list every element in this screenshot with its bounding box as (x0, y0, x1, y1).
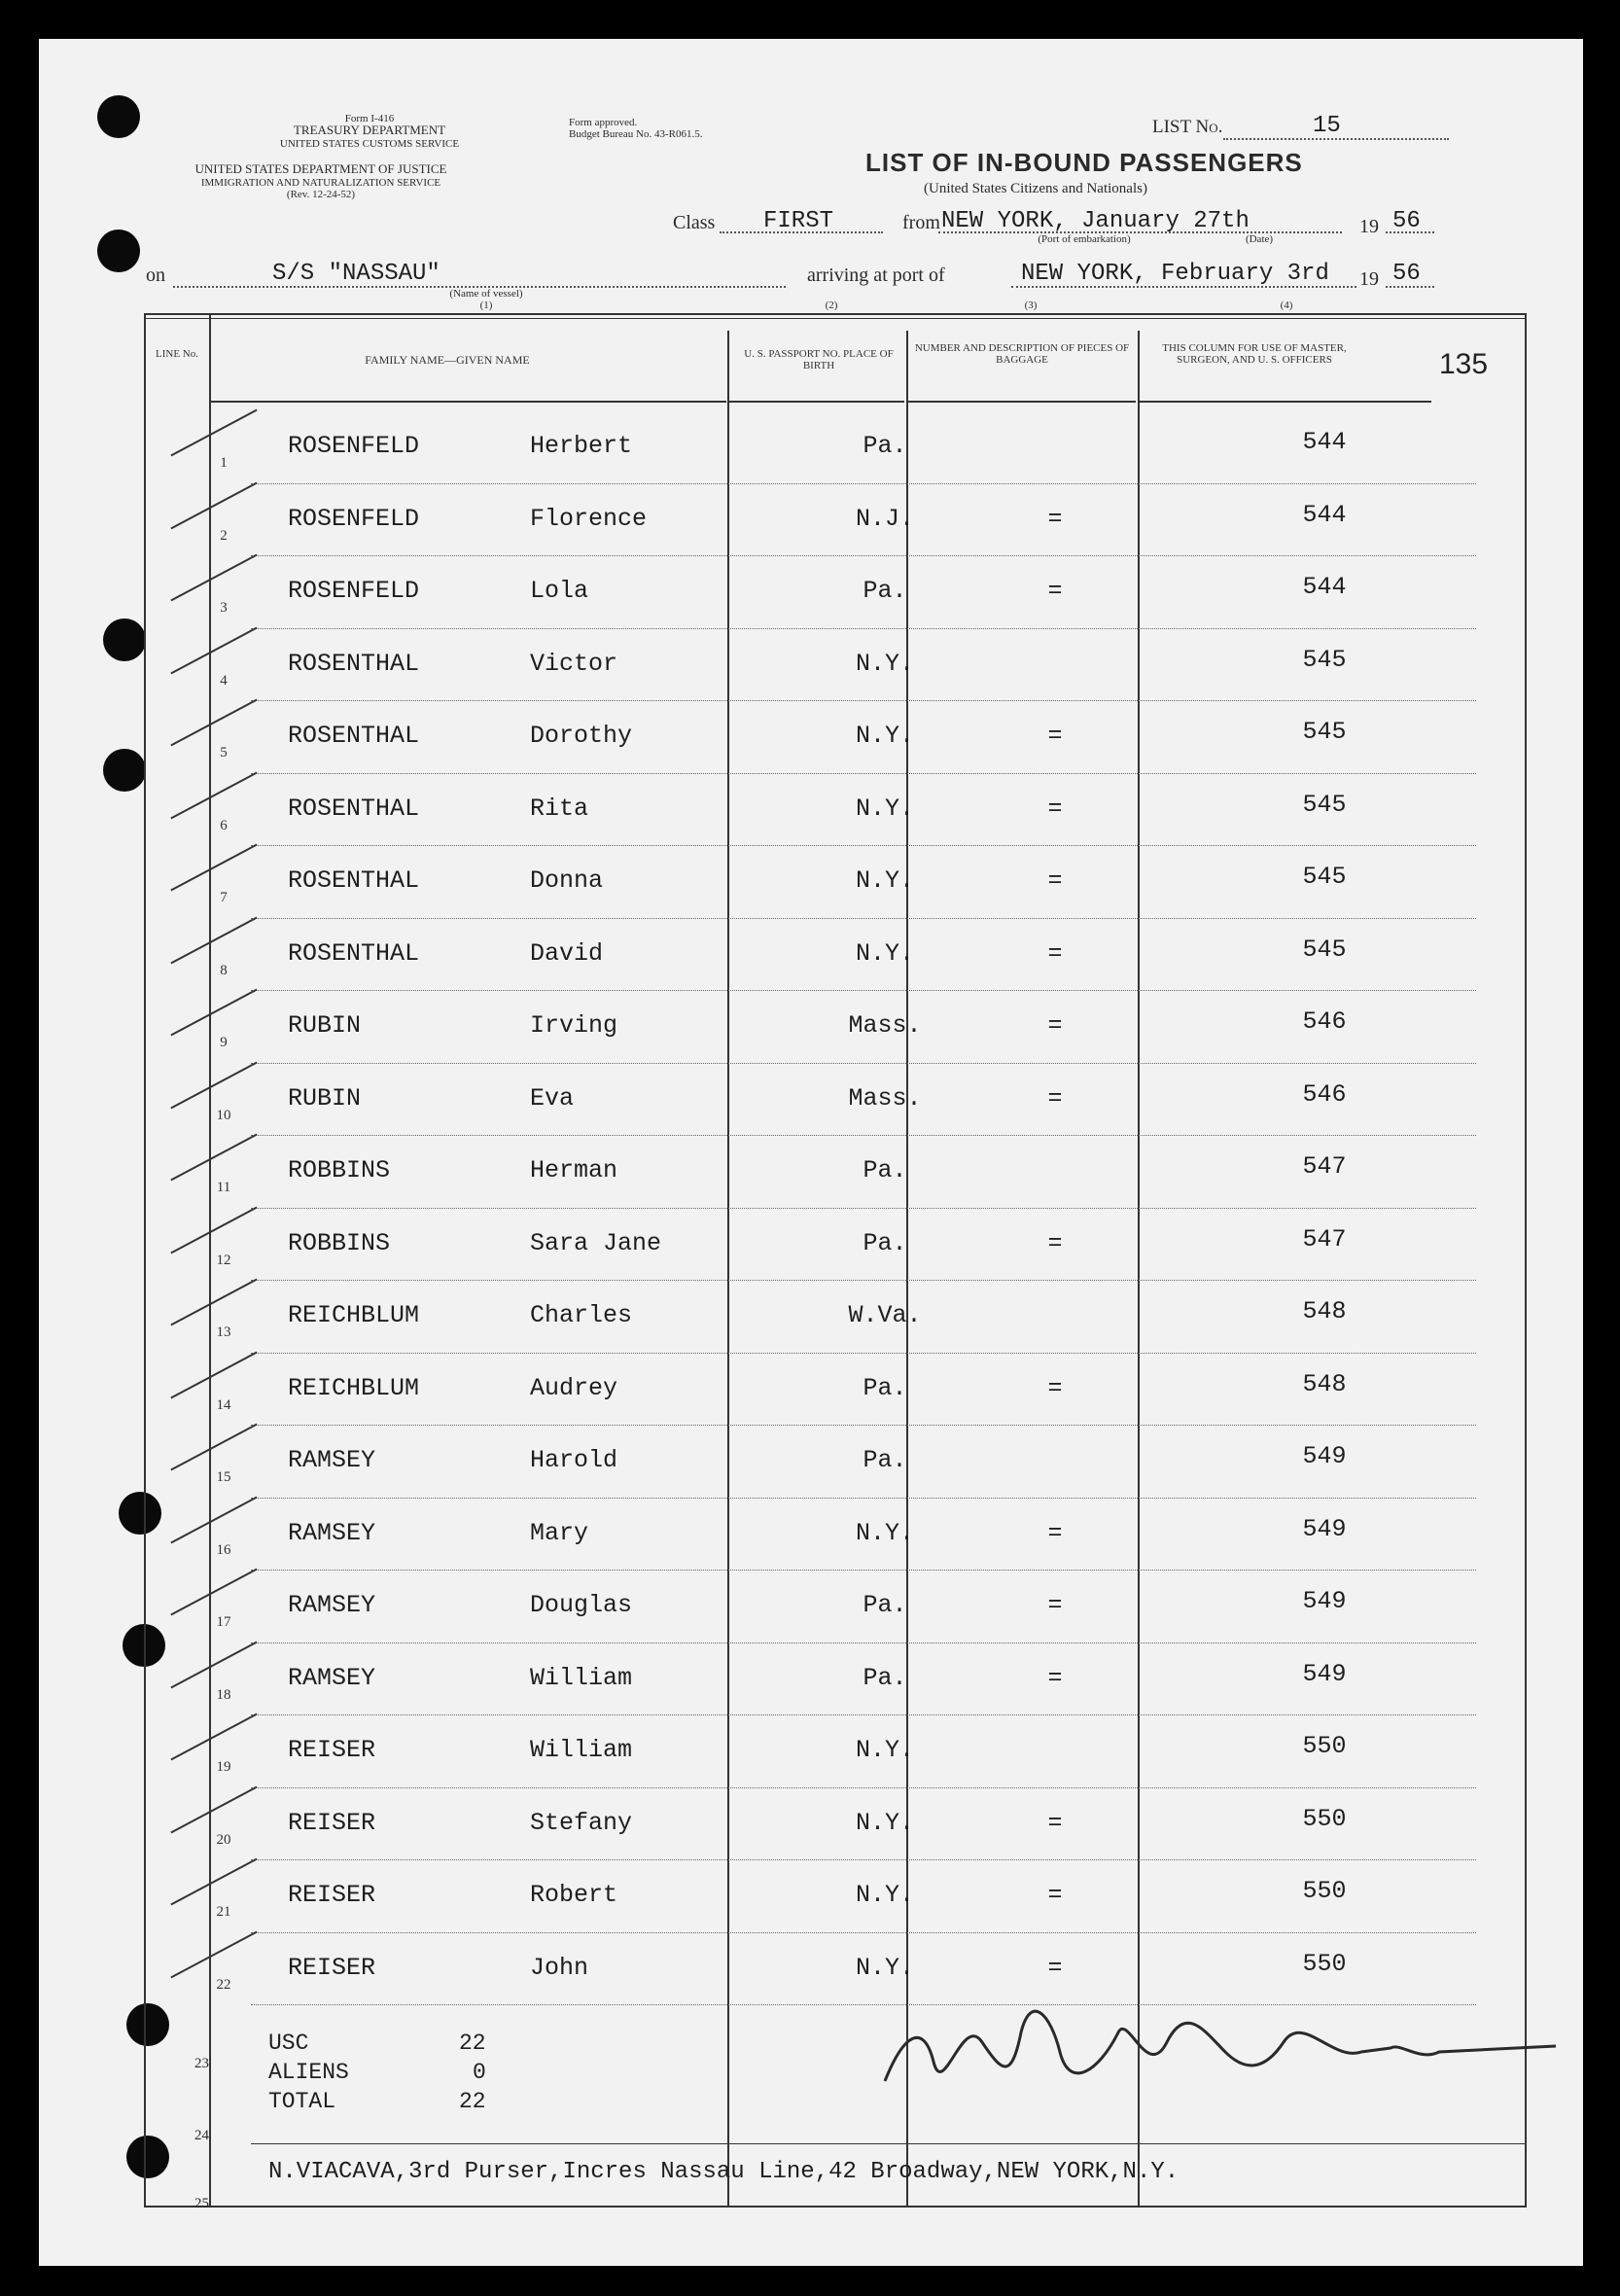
family-name: RUBIN (288, 1083, 362, 1113)
row-separator (251, 1280, 1476, 1281)
officer-number: 547 (1302, 1152, 1347, 1181)
row-separator (251, 628, 1476, 629)
vessel-caption: (Name of vessel) (449, 288, 523, 300)
place-of-birth: N.J. (855, 504, 914, 533)
caption-4: (4) (1280, 300, 1293, 311)
given-name: Dorothy (530, 722, 633, 750)
row-separator (251, 1498, 1476, 1499)
form-approved: Form approved. (569, 117, 638, 128)
given-name: Florence (530, 504, 648, 533)
officer-number: 547 (1302, 1224, 1347, 1254)
total-label: TOTAL (268, 2089, 336, 2114)
given-name: Charles (530, 1301, 633, 1329)
table-bottom-border (144, 2206, 1527, 2208)
place-of-birth: N.Y. (855, 1736, 914, 1764)
baggage-count: = (1047, 1953, 1063, 1982)
given-name: Victor (530, 649, 618, 678)
officer-number: 550 (1302, 1877, 1347, 1905)
check-mark (170, 699, 257, 747)
table-row (185, 1065, 1556, 1137)
officer-number: 545 (1302, 718, 1347, 746)
table-left-border (144, 313, 146, 2208)
usc-value: 22 (459, 2031, 486, 2056)
punch-hole-3 (103, 618, 146, 661)
officer-number: 545 (1302, 645, 1347, 674)
col-header-line: LINE No. (156, 348, 198, 360)
table-row (185, 412, 1556, 484)
document-page (39, 39, 1583, 2266)
place-of-birth: N.Y. (855, 722, 914, 750)
officer-number: 545 (1302, 935, 1347, 964)
table-row (185, 1137, 1556, 1209)
baggage-count: = (1047, 938, 1063, 968)
page-number: 135 (1439, 348, 1489, 380)
line-number: 16 (216, 1541, 231, 1558)
family-name: ROBBINS (288, 1156, 391, 1184)
line-number: 22 (216, 1976, 231, 1993)
check-mark (170, 1858, 257, 1906)
line-number: 11 (216, 1180, 231, 1195)
table-row (185, 702, 1556, 774)
place-of-birth: Pa. (863, 1156, 907, 1184)
baggage-count: = (1047, 794, 1063, 823)
row-separator (251, 1063, 1476, 1064)
line-number: 19 (216, 1759, 231, 1775)
row-separator (251, 845, 1476, 846)
table-row (185, 1210, 1556, 1282)
table-row (185, 1572, 1556, 1643)
line-number-23: 23 (194, 2056, 209, 2071)
place-of-birth: Pa. (863, 1663, 907, 1692)
place-of-birth: Mass. (848, 1083, 922, 1113)
baggage-count: = (1047, 1881, 1063, 1909)
check-mark (170, 1061, 257, 1109)
family-name: RUBIN (288, 1011, 362, 1040)
family-name: ROSENFELD (288, 432, 420, 460)
place-of-birth: W.Va. (848, 1301, 922, 1329)
officer-number: 549 (1302, 1514, 1347, 1543)
from-label: from (902, 212, 940, 233)
family-name: ROSENTHAL (288, 649, 420, 678)
given-name: William (530, 1736, 633, 1764)
place-of-birth: N.Y. (855, 938, 914, 968)
officer-number: 548 (1302, 1297, 1347, 1325)
given-name: Harold (530, 1446, 618, 1474)
table-row (185, 920, 1556, 992)
place-of-birth: N.Y. (855, 1953, 914, 1982)
caption-2: (2) (825, 300, 838, 311)
table-row (185, 630, 1556, 702)
table-row (185, 1500, 1556, 1572)
check-mark (170, 1351, 257, 1398)
signature (875, 1974, 1575, 2101)
given-name: Lola (530, 577, 589, 605)
punch-hole-1 (97, 95, 140, 138)
line-number: 14 (216, 1396, 231, 1413)
table-row (185, 1789, 1556, 1861)
place-of-birth: N.Y. (855, 1808, 914, 1837)
col-header-name: FAMILY NAME—GIVEN NAME (365, 353, 530, 367)
family-name: ROBBINS (288, 1228, 391, 1257)
class-value: FIRST (763, 208, 834, 234)
officer-number: 548 (1302, 1369, 1347, 1398)
officer-number: 550 (1302, 1732, 1347, 1760)
line-number: 13 (216, 1325, 231, 1340)
check-mark (170, 1424, 257, 1471)
given-name: John (530, 1953, 589, 1982)
list-no-value: 15 (1313, 113, 1341, 139)
baggage-count: = (1047, 1808, 1063, 1837)
revision: (Rev. 12-24-52) (286, 189, 356, 200)
table-row (185, 1282, 1556, 1354)
given-name: Robert (530, 1881, 618, 1909)
line-number: 9 (220, 1035, 228, 1050)
line-number: 6 (220, 817, 228, 833)
given-name: Herman (530, 1156, 618, 1184)
officer-number: 546 (1302, 1079, 1347, 1109)
family-name: ROSENTHAL (288, 722, 420, 750)
family-name: REISER (288, 1881, 376, 1909)
document-title: LIST OF IN-BOUND PASSENGERS (865, 148, 1303, 177)
given-name: Herbert (530, 432, 633, 460)
table-row (185, 1427, 1556, 1499)
officer-number: 550 (1302, 1804, 1347, 1833)
punch-hole-7 (126, 2003, 169, 2046)
line-number-25: 25 (194, 2196, 209, 2211)
line-number: 7 (220, 890, 228, 905)
table-row (185, 1644, 1556, 1716)
check-mark (170, 844, 257, 892)
row-separator (251, 1787, 1476, 1788)
table-row (185, 485, 1556, 557)
row-separator (251, 1353, 1476, 1354)
punch-hole-4 (103, 749, 146, 792)
place-of-birth: N.Y. (855, 1881, 914, 1909)
officer-number: 549 (1302, 1442, 1347, 1470)
table-row (185, 1716, 1556, 1788)
line-number: 18 (216, 1686, 231, 1703)
table-top-border (144, 313, 1525, 315)
place-of-birth: N.Y. (855, 866, 914, 895)
family-name: ROSENFELD (288, 504, 420, 533)
check-mark (170, 481, 257, 529)
budget-bureau: Budget Bureau No. 43-R061.5. (569, 128, 703, 140)
check-mark (170, 409, 257, 457)
line-number: 15 (216, 1469, 231, 1485)
arrival-year-prefix: 19 (1359, 268, 1379, 290)
given-name: William (530, 1663, 633, 1692)
family-name: REISER (288, 1736, 376, 1764)
check-mark (170, 1569, 257, 1616)
row-separator (251, 700, 1476, 701)
row-separator (251, 1932, 1476, 1933)
officer-number: 544 (1302, 573, 1347, 601)
baggage-count: = (1047, 1011, 1063, 1040)
family-name: REICHBLUM (288, 1301, 420, 1329)
officer-number: 550 (1302, 1949, 1347, 1978)
line-number: 3 (220, 600, 228, 616)
baggage-count: = (1047, 722, 1063, 750)
given-name: Eva (530, 1083, 575, 1113)
line-number: 2 (220, 527, 228, 544)
list-no-label: LIST No. (1152, 117, 1223, 137)
place-of-birth: Pa. (863, 1591, 907, 1619)
row-separator (251, 1714, 1476, 1715)
row-separator (251, 990, 1476, 991)
check-mark (170, 1713, 257, 1761)
aliens-value: 0 (473, 2060, 486, 2085)
check-mark (170, 771, 257, 819)
table-row (185, 847, 1556, 919)
line-number: 4 (220, 672, 228, 689)
table-row (185, 1355, 1556, 1427)
family-name: RAMSEY (288, 1591, 376, 1619)
check-mark (170, 1930, 257, 1978)
baggage-count: = (1047, 1663, 1063, 1692)
line-number: 12 (216, 1252, 231, 1268)
from-value: NEW YORK, January 27th (941, 208, 1250, 234)
row-separator (251, 555, 1476, 556)
place-of-birth: Pa. (863, 1446, 907, 1474)
given-name: Douglas (530, 1591, 633, 1619)
check-mark (170, 554, 257, 602)
check-mark (170, 1134, 257, 1182)
row-separator (251, 483, 1476, 484)
on-label: on (146, 265, 165, 286)
form-number: Form I-416 (344, 113, 395, 124)
family-name: REISER (288, 1953, 376, 1982)
line-number: 5 (220, 745, 228, 760)
family-name: RAMSEY (288, 1663, 376, 1692)
officer-number: 549 (1302, 1587, 1347, 1615)
col-header-passport: U. S. PASSPORT NO. PLACE OF BIRTH (744, 348, 894, 371)
place-of-birth: Mass. (848, 1011, 922, 1040)
place-of-birth: N.Y. (855, 794, 914, 823)
row-separator (251, 1135, 1476, 1136)
check-mark (170, 989, 257, 1037)
officer-number: 545 (1302, 790, 1347, 819)
row-separator (251, 773, 1476, 774)
check-mark (170, 1785, 257, 1833)
col-header-officers: THIS COLUMN FOR USE OF MASTER, SURGEON, AND U. S. OFFICERS (1162, 342, 1347, 366)
purser-line: N.VIACAVA,3rd Purser,Incres Nassau Line,42 Broadway,NEW YORK,N.Y. (268, 2159, 1180, 2185)
line-number: 8 (220, 962, 228, 978)
given-name: Sara Jane (530, 1228, 662, 1257)
family-name: REISER (288, 1808, 376, 1837)
document-subtitle: (United States Citizens and Nationals) (924, 181, 1147, 196)
given-name: David (530, 938, 604, 968)
arriving-label: arriving at port of (807, 265, 945, 286)
place-of-birth: N.Y. (855, 649, 914, 678)
col-header-baggage: NUMBER AND DESCRIPTION OF PIECES OF BAGGAGE (914, 342, 1130, 366)
place-of-birth: Pa. (863, 1373, 907, 1402)
dept-justice: UNITED STATES DEPARTMENT OF JUSTICE (194, 161, 447, 176)
check-mark (170, 916, 257, 964)
place-of-birth: Pa. (863, 432, 907, 460)
place-of-birth: Pa. (863, 1228, 907, 1257)
officer-number: 546 (1302, 1007, 1347, 1036)
family-name: ROSENTHAL (288, 866, 420, 895)
baggage-count: = (1047, 1373, 1063, 1402)
baggage-count: = (1047, 1228, 1063, 1257)
place-of-birth: Pa. (863, 577, 907, 605)
baggage-count: = (1047, 1083, 1063, 1113)
vessel-value: S/S "NASSAU" (272, 261, 440, 287)
line-number: 10 (216, 1107, 231, 1123)
row-separator (251, 918, 1476, 919)
table-row (185, 557, 1556, 629)
port-embark-caption: (Port of embarkation) (1038, 233, 1131, 245)
baggage-count: = (1047, 866, 1063, 895)
officer-number: 544 (1302, 500, 1347, 529)
dept-justice-service: IMMIGRATION AND NATURALIZATION SERVICE (200, 177, 441, 189)
officer-number: 549 (1302, 1659, 1347, 1688)
check-mark (170, 1279, 257, 1326)
total-value: 22 (459, 2089, 486, 2114)
family-name: ROSENTHAL (288, 794, 420, 823)
check-mark (170, 1206, 257, 1254)
given-name: Irving (530, 1011, 618, 1040)
given-name: Donna (530, 866, 604, 895)
punch-hole-5 (119, 1492, 161, 1535)
line-number: 21 (216, 1904, 231, 1920)
check-mark (170, 1641, 257, 1688)
row-separator (251, 1425, 1476, 1426)
officer-number: 544 (1302, 428, 1347, 456)
year-prefix: 19 (1359, 216, 1379, 237)
line-number: 17 (216, 1614, 231, 1630)
baggage-count: = (1047, 577, 1063, 605)
dept-treasury-service: UNITED STATES CUSTOMS SERVICE (279, 138, 460, 150)
baggage-count: = (1047, 504, 1063, 533)
aliens-label: ALIENS (268, 2060, 349, 2085)
punch-hole-2 (97, 230, 140, 272)
given-name: Rita (530, 794, 589, 823)
given-name: Stefany (530, 1808, 633, 1837)
line-number: 20 (216, 1831, 231, 1848)
caption-1: (1) (479, 300, 493, 311)
given-name: Audrey (530, 1373, 618, 1402)
baggage-count: = (1047, 1518, 1063, 1547)
row-separator (251, 1570, 1476, 1571)
place-of-birth: N.Y. (855, 1518, 914, 1547)
family-name: ROSENFELD (288, 577, 420, 605)
check-mark (170, 1496, 257, 1543)
baggage-count: = (1047, 1591, 1063, 1619)
officer-number: 545 (1302, 863, 1347, 891)
caption-3: (3) (1024, 300, 1038, 311)
usc-label: USC (268, 2031, 309, 2056)
family-name: REICHBLUM (288, 1373, 420, 1402)
arrival-year: 56 (1392, 261, 1421, 287)
row-separator (251, 1208, 1476, 1209)
table-row (185, 775, 1556, 847)
class-label: Class (673, 212, 716, 233)
row-separator (251, 1859, 1476, 1860)
table-row (185, 1861, 1556, 1933)
year-value: 56 (1392, 208, 1421, 234)
check-mark (170, 626, 257, 674)
dept-treasury: TREASURY DEPARTMENT (293, 123, 446, 137)
punch-hole-8 (126, 2136, 169, 2178)
table-row (185, 992, 1556, 1064)
family-name: RAMSEY (288, 1446, 376, 1474)
line-number: 1 (220, 455, 228, 471)
arrival-value: NEW YORK, February 3rd (1021, 261, 1329, 287)
family-name: ROSENTHAL (288, 938, 420, 968)
date-caption: (Date) (1245, 233, 1274, 245)
line-number-24: 24 (194, 2128, 209, 2143)
family-name: RAMSEY (288, 1518, 376, 1547)
given-name: Mary (530, 1518, 589, 1547)
